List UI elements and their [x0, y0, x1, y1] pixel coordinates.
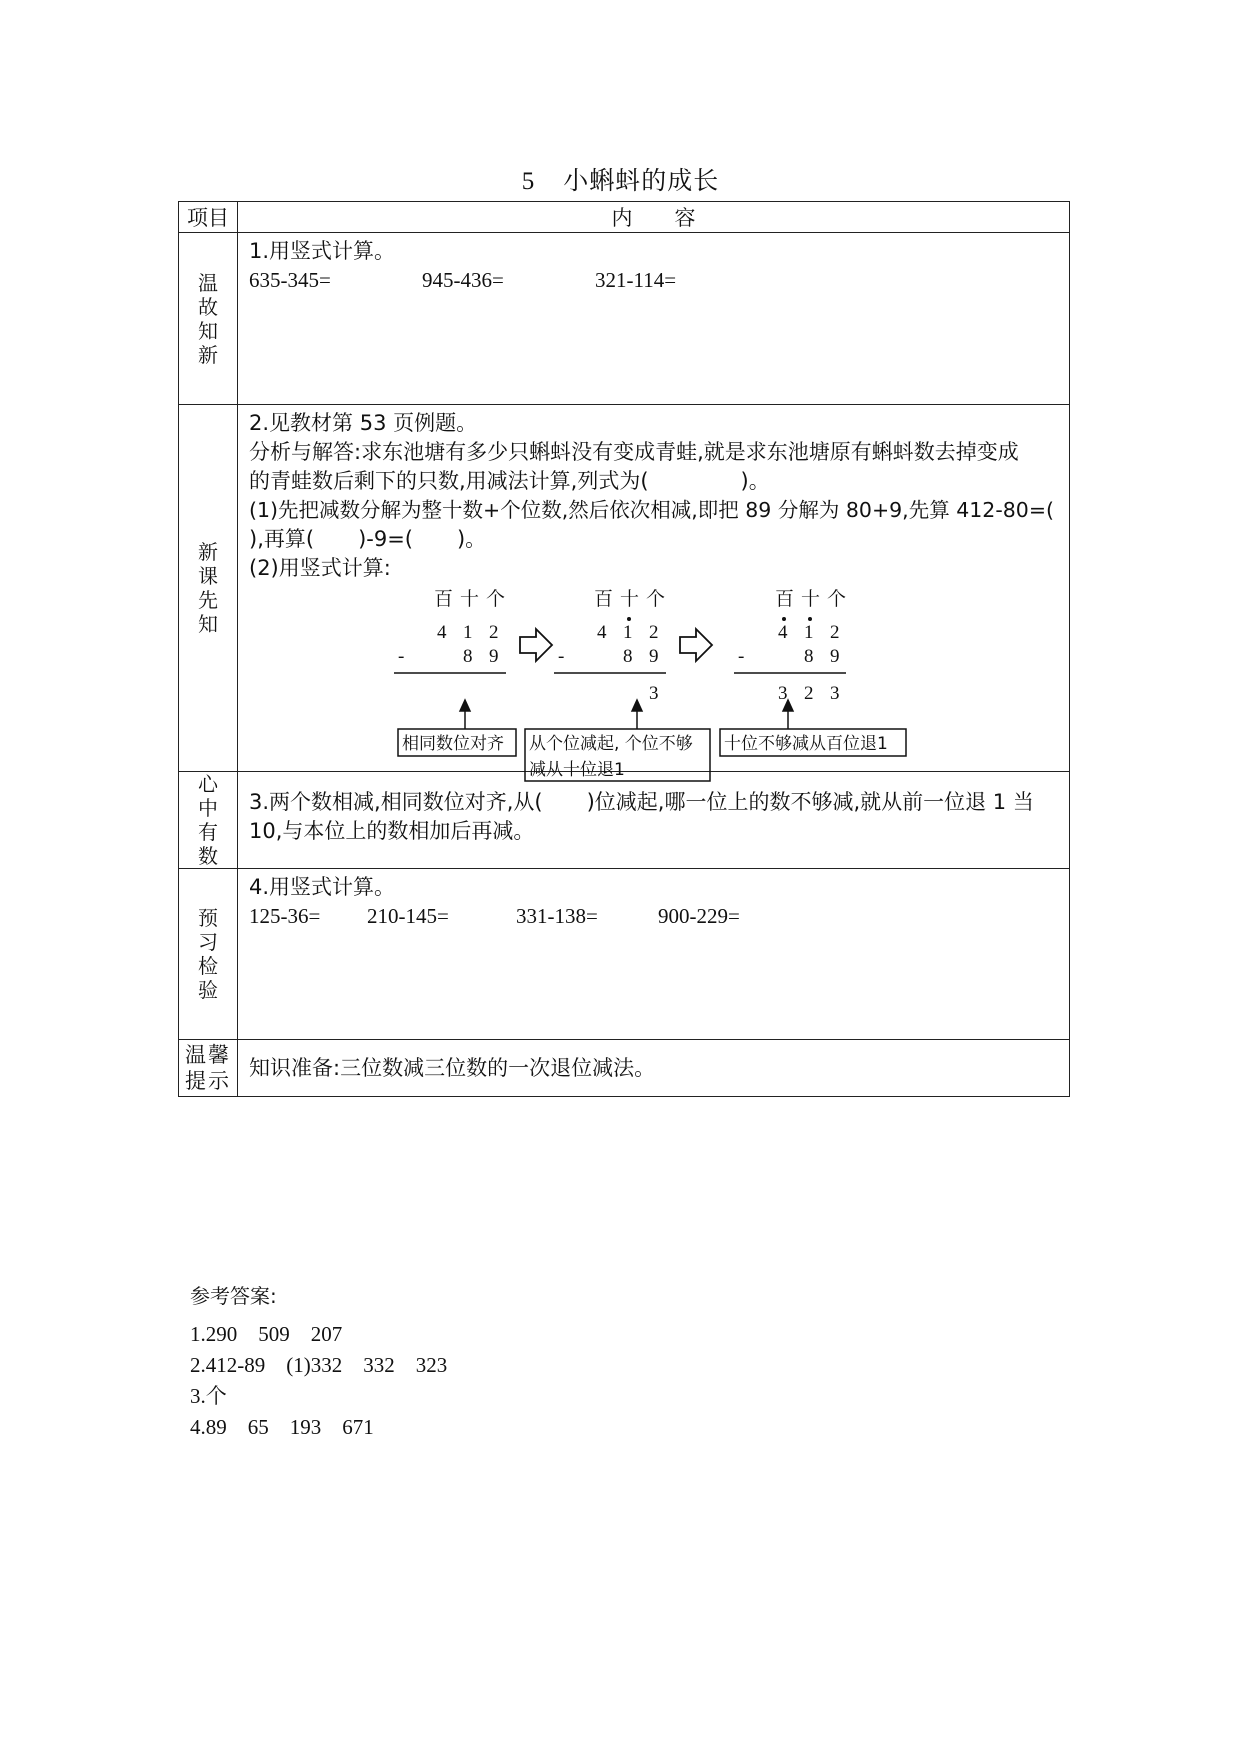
step-1-line: (1)先把减数分解为整十数+个位数,然后依次相减,即把 89 分解为 80+9,先算 412-80=( — [249, 498, 1055, 522]
place-ones: 个 — [486, 589, 506, 610]
next-step-arrow-icon — [520, 629, 552, 661]
caption: 相同数位对齐 — [402, 734, 504, 754]
place-hundreds: 百 — [434, 589, 454, 610]
summary-line: 10,与本位上的数相加后再减。 — [249, 819, 535, 843]
borrow-dot — [627, 617, 631, 621]
digit: 8 — [463, 646, 473, 667]
digit: 2 — [649, 622, 659, 643]
analysis-line: 的青蛙数后剩下的只数,用减法计算,列式为( — [249, 469, 649, 493]
answer-section — [190, 1280, 447, 1443]
next-step-arrow-icon — [680, 629, 712, 661]
header-item: 项目 — [179, 202, 238, 233]
place-hundreds: 百 — [594, 589, 614, 610]
row-label-tips: 温馨提示 — [179, 1040, 238, 1097]
equation: 331-138= — [516, 904, 598, 928]
digit: 4 — [437, 622, 447, 643]
digit: 1 — [463, 622, 473, 643]
question-4: 4.用竖式计算。 — [249, 875, 396, 899]
caption: 从个位减起, 个位不够 — [529, 734, 693, 754]
lesson-number: 5 — [521, 168, 536, 195]
answers-title: 参考答案: — [190, 1284, 277, 1308]
row-content-tips — [238, 1040, 1070, 1097]
equation: 125-36= — [249, 904, 321, 928]
digit: 2 — [489, 622, 499, 643]
place-tens: 十 — [620, 589, 640, 610]
header-content: 内 容 — [238, 202, 1070, 233]
minus-sign: - — [558, 646, 565, 667]
digit: 9 — [489, 646, 499, 667]
place-hundreds: 百 — [775, 589, 795, 610]
borrow-dot — [808, 617, 812, 621]
page-title — [0, 161, 1241, 197]
row-label-summary: 心中有数 — [179, 772, 238, 869]
equation: 900-229= — [658, 904, 740, 928]
equation: 945-436= — [422, 268, 504, 292]
row-label-preview: 新课先知 — [179, 405, 238, 772]
answer-line: 4.89 65 193 671 — [190, 1415, 374, 1439]
row-content-summary: 3.两个数相减,相同数位对齐,从( )位减起,哪一位上的数不够减,就从前一位退 1 当 10,与本位上的数相加后再减。 — [238, 772, 1070, 869]
place-tens: 十 — [460, 589, 480, 610]
equation: 321-114= — [595, 268, 677, 292]
answer-line: 1.290 509 207 — [190, 1322, 343, 1346]
caption: 十位不够减从百位退1 — [724, 734, 888, 754]
digit: 8 — [623, 646, 633, 667]
lesson-title: 小蝌蚪的成长 — [563, 166, 720, 195]
row-content-check — [238, 869, 1070, 1040]
summary-line: 3.两个数相减,相同数位对齐,从( — [249, 790, 543, 814]
digit: 4 — [778, 622, 788, 643]
answer-line: 3.个 — [190, 1384, 227, 1408]
digit: 1 — [804, 622, 814, 643]
digit: 9 — [830, 646, 840, 667]
digit: 9 — [649, 646, 659, 667]
answer-line: 2.412-89 (1)332 332 323 — [190, 1353, 448, 1377]
result-digit: 3 — [649, 683, 659, 704]
analysis-line: 分析与解答:求东池塘有多少只蝌蚪没有变成青蛙,就是求东池塘原有蝌蚪数去掉变成 — [249, 440, 1019, 464]
place-ones: 个 — [646, 589, 666, 610]
row-content-review — [238, 233, 1070, 405]
equation: 635-345= — [249, 268, 331, 292]
question-2: 2.见教材第 53 页例题。 — [249, 411, 478, 435]
digit: 1 — [623, 622, 633, 643]
row-label-review: 温故知新 — [179, 233, 238, 405]
row-content-preview: 2.见教材第 53 页例题。 分析与解答:求东池塘有多少只蝌蚪没有变成青蛙,就是求东池塘原有蝌蚪数去掉变成 的青蛙数后剩下的只数,用减法计算,列式为( )。 (1)先把减数分解为整十数+个位数,然后依次相减,即把 89 分解为 80+9,先算 412-80=( ),再算( )-9=( )。 (2)用竖式计算: 百 十 个 4 1 2 - 8 9 百 十 个 4 1 2 - 8 9 3 百 十 个 4 1 2 - 8 9 3 2 3 相同数位对齐 从个位减起, 个位不够 减从十位退1 十位不够减从百位退1 — [238, 405, 1070, 772]
minus-sign: - — [398, 646, 405, 667]
caption: 减从十位退1 — [529, 760, 625, 780]
result-digit: 3 — [778, 683, 788, 704]
equation: 210-145= — [367, 904, 449, 928]
digit: 4 — [597, 622, 607, 643]
place-ones: 个 — [827, 589, 847, 610]
place-tens: 十 — [801, 589, 821, 610]
worksheet-table — [178, 201, 1070, 1097]
question-1: 1.用竖式计算。 — [249, 239, 396, 263]
row-label-check: 预习检验 — [179, 869, 238, 1040]
step-2-line: (2)用竖式计算: — [249, 556, 391, 580]
result-digit: 3 — [830, 683, 840, 704]
minus-sign: - — [738, 646, 745, 667]
step-1-line: ),再算( — [249, 527, 315, 551]
digit: 8 — [804, 646, 814, 667]
tips-text: 知识准备:三位数减三位数的一次退位减法。 — [249, 1055, 656, 1080]
result-digit: 2 — [804, 683, 814, 704]
digit: 2 — [830, 622, 840, 643]
borrow-dot — [782, 617, 786, 621]
